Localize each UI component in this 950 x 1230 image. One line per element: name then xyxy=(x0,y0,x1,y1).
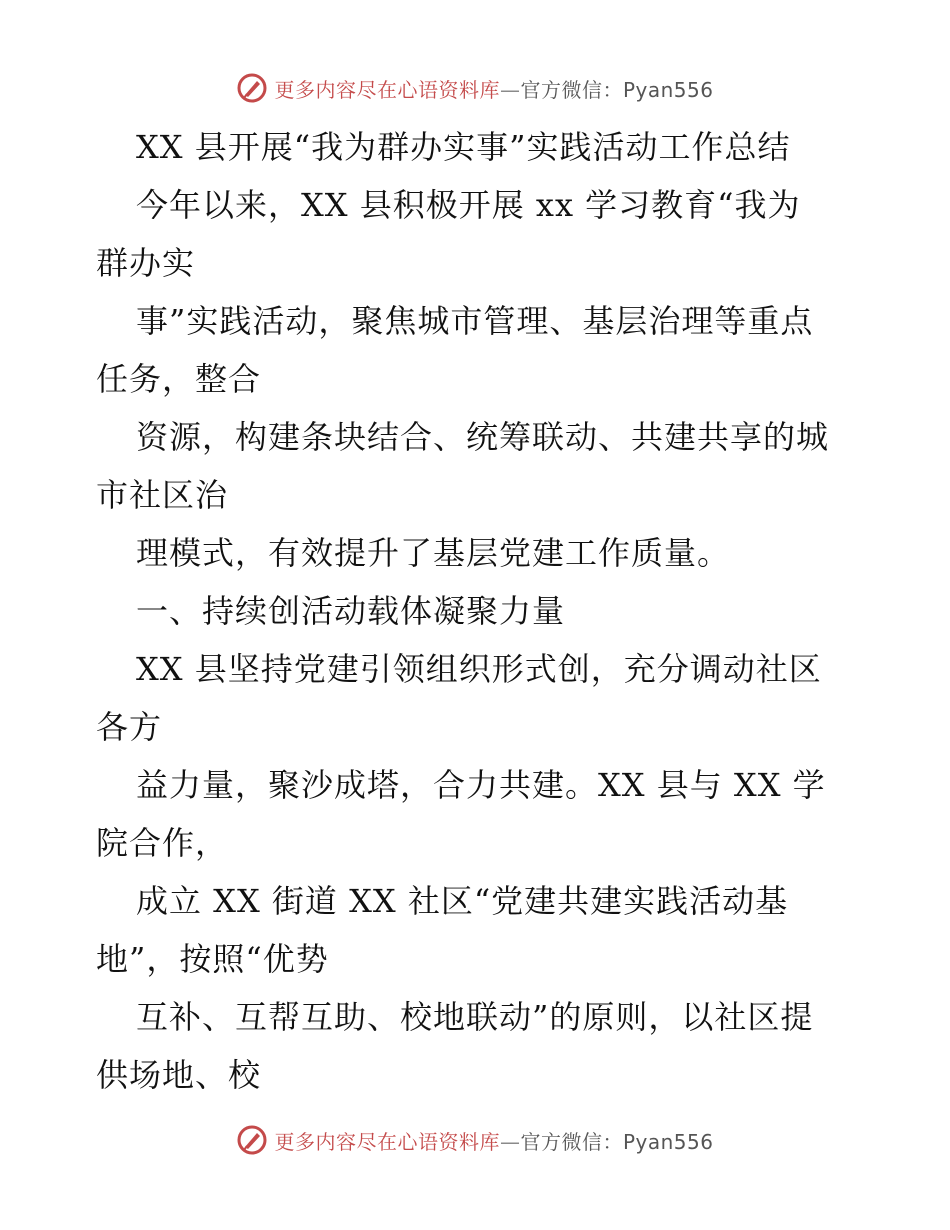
document-line: 各方 xyxy=(96,708,163,746)
document-line: 成立 XX 街道 XX 社区“党建共建实践活动基 xyxy=(136,882,789,920)
document-line: XX 县坚持党建引领组织形式创，充分调动社区 xyxy=(136,650,822,688)
watermark-main: 更多内容尽在心语资料库 xyxy=(274,77,500,102)
watermark-text xyxy=(274,1126,713,1155)
document-line: 地”，按照“优势 xyxy=(96,940,329,978)
document-line: 事”实践活动，聚焦城市管理、基层治理等重点 xyxy=(136,302,814,340)
watermark-wechat: 官方微信：Pyan556 xyxy=(520,77,714,102)
document-line: 群办实 xyxy=(96,244,196,282)
watermark-footer xyxy=(0,1120,950,1160)
writing-quill-logo-icon xyxy=(236,1124,268,1156)
document-line: 一、持续创活动载体凝聚力量 xyxy=(136,592,566,630)
document-line: 任务，整合 xyxy=(96,360,262,398)
document-line: XX 县开展“我为群办实事”实践活动工作总结 xyxy=(136,128,791,166)
document-line: 理模式，有效提升了基层党建工作质量。 xyxy=(136,534,731,572)
watermark-wechat: 官方微信：Pyan556 xyxy=(520,1129,714,1154)
watermark-separator: — xyxy=(499,1129,521,1154)
document-line: 益力量，聚沙成塔，合力共建。XX 县与 XX 学 xyxy=(136,766,826,804)
writing-quill-logo-icon xyxy=(236,72,268,104)
watermark-main: 更多内容尽在心语资料库 xyxy=(274,1129,500,1154)
document-line: 市社区治 xyxy=(96,476,229,514)
watermark-separator: — xyxy=(499,77,521,102)
document-line: 供场地、校 xyxy=(96,1056,262,1094)
document-body xyxy=(96,118,856,1104)
document-line: 院合作， xyxy=(96,824,229,862)
document-line: 资源，构建条块结合、统筹联动、共建共享的城 xyxy=(136,418,830,456)
document-line: 今年以来，XX 县积极开展 xx 学习教育“我为 xyxy=(136,186,801,224)
watermark-text xyxy=(274,74,713,103)
watermark-header xyxy=(0,68,950,108)
document-line: 互补、互帮互助、校地联动”的原则，以社区提 xyxy=(136,998,814,1036)
